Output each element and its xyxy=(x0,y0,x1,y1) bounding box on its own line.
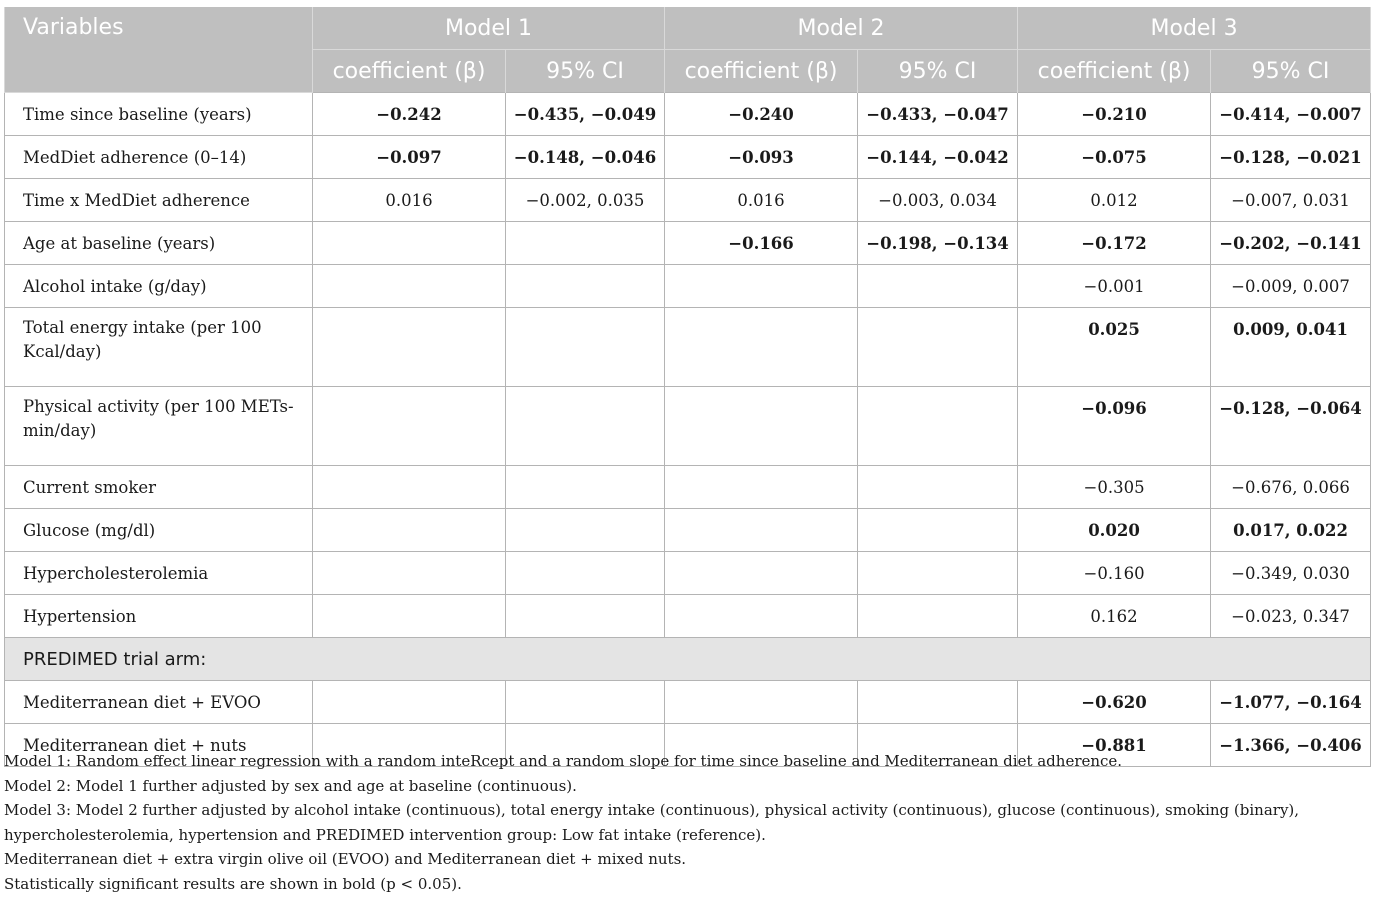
variable-label: Hypertension xyxy=(5,595,313,638)
table-row xyxy=(5,136,1371,179)
coefficient-header: coefficient (β) xyxy=(313,50,506,93)
ci-cell: −0.002, 0.035 xyxy=(506,179,665,222)
significant-value: −0.148, −0.046 xyxy=(513,147,657,167)
coefficient-header: coefficient (β) xyxy=(1018,50,1211,93)
significant-value: −0.435, −0.049 xyxy=(513,104,657,124)
ci-cell xyxy=(1211,136,1371,179)
coefficient-cell xyxy=(313,509,506,552)
coefficient-cell xyxy=(1018,509,1211,552)
ci-header: 95% CI xyxy=(1211,50,1371,93)
ci-cell: −0.349, 0.030 xyxy=(1211,552,1371,595)
ci-cell xyxy=(506,308,665,387)
table-row xyxy=(5,552,1371,595)
variable-label: Mediterranean diet + nuts xyxy=(5,724,313,767)
coefficient-cell: 0.016 xyxy=(665,179,858,222)
coefficient-cell xyxy=(313,265,506,308)
significant-value: −0.144, −0.042 xyxy=(866,147,1009,167)
coefficient-cell xyxy=(1018,136,1211,179)
significant-value: −0.414, −0.007 xyxy=(1219,104,1362,124)
ci-cell xyxy=(1211,222,1371,265)
table-body xyxy=(5,93,1371,767)
coefficient-cell xyxy=(665,552,858,595)
coefficient-cell xyxy=(665,509,858,552)
ci-cell xyxy=(506,509,665,552)
coefficient-cell xyxy=(313,308,506,387)
coefficient-cell xyxy=(665,265,858,308)
variable-label: Time x MedDiet adherence xyxy=(5,179,313,222)
significant-value: −0.075 xyxy=(1081,147,1147,167)
variable-label: Hypercholesterolemia xyxy=(5,552,313,595)
ci-cell xyxy=(858,552,1018,595)
ci-cell xyxy=(858,466,1018,509)
coefficient-cell xyxy=(1018,681,1211,724)
model-2-header: Model 2 xyxy=(665,7,1018,50)
variable-label: Mediterranean diet + EVOO xyxy=(5,681,313,724)
ci-cell xyxy=(506,136,665,179)
table-footnotes xyxy=(4,749,1370,896)
table-row xyxy=(5,681,1371,724)
variable-label: Glucose (mg/dl) xyxy=(5,509,313,552)
significant-value: 0.009, 0.041 xyxy=(1233,320,1348,339)
ci-cell xyxy=(858,595,1018,638)
results-table xyxy=(4,7,1371,767)
section-label: PREDIMED trial arm: xyxy=(5,638,1371,681)
variable-label: Physical activity (per 100 METs-min/day) xyxy=(5,387,313,466)
ci-cell xyxy=(1211,93,1371,136)
table-row xyxy=(5,222,1371,265)
significant-value: −0.172 xyxy=(1081,233,1147,253)
coefficient-cell xyxy=(313,681,506,724)
table-row xyxy=(5,509,1371,552)
significant-value: −0.242 xyxy=(376,104,442,124)
coefficient-cell xyxy=(1018,308,1211,387)
variable-label: Current smoker xyxy=(5,466,313,509)
significant-value: −0.166 xyxy=(728,233,794,253)
coefficient-cell: −0.001 xyxy=(1018,265,1211,308)
significant-value: −0.128, −0.021 xyxy=(1219,147,1362,167)
coefficient-cell xyxy=(665,681,858,724)
coefficient-cell: −0.160 xyxy=(1018,552,1211,595)
ci-cell xyxy=(506,265,665,308)
significant-value: −1.077, −0.164 xyxy=(1219,692,1362,712)
table-row xyxy=(5,93,1371,136)
ci-cell xyxy=(1211,308,1371,387)
model-1-header: Model 1 xyxy=(313,7,665,50)
variable-label: Age at baseline (years) xyxy=(5,222,313,265)
ci-cell: −0.023, 0.347 xyxy=(1211,595,1371,638)
significant-value: −0.093 xyxy=(728,147,794,167)
coefficient-cell: 0.016 xyxy=(313,179,506,222)
variable-label: MedDiet adherence (0–14) xyxy=(5,136,313,179)
results-table-container xyxy=(4,7,1370,767)
table-row xyxy=(5,265,1371,308)
significant-value: −0.881 xyxy=(1081,735,1147,755)
ci-cell xyxy=(1211,387,1371,466)
ci-header: 95% CI xyxy=(506,50,665,93)
ci-cell xyxy=(858,93,1018,136)
significant-value: −0.128, −0.064 xyxy=(1219,399,1362,418)
variables-header: Variables xyxy=(5,7,313,93)
footnote: Model 1: Random effect linear regression with a random inteRcept and a random slope for time since baseline and Mediterranean diet adherence. xyxy=(4,752,1123,770)
footnote: Statistically significant results are shown in bold (p < 0.05). xyxy=(4,874,462,893)
ci-cell: −0.009, 0.007 xyxy=(1211,265,1371,308)
ci-cell xyxy=(858,222,1018,265)
ci-cell xyxy=(858,681,1018,724)
footnote: Model 2: Model 1 further adjusted by sex and age at baseline (continuous). xyxy=(4,776,577,795)
ci-cell xyxy=(858,387,1018,466)
coefficient-cell xyxy=(665,466,858,509)
coefficient-cell xyxy=(665,93,858,136)
ci-cell xyxy=(858,265,1018,308)
coefficient-cell xyxy=(665,387,858,466)
ci-cell xyxy=(506,387,665,466)
coefficient-cell xyxy=(665,308,858,387)
significant-value: −0.210 xyxy=(1081,104,1147,124)
significant-value: −0.097 xyxy=(376,147,442,167)
coefficient-cell xyxy=(313,552,506,595)
coefficient-cell xyxy=(1018,387,1211,466)
coefficient-cell: 0.012 xyxy=(1018,179,1211,222)
ci-cell: −0.676, 0.066 xyxy=(1211,466,1371,509)
coefficient-cell xyxy=(313,136,506,179)
section-row xyxy=(5,638,1371,681)
table-header xyxy=(5,7,1371,93)
ci-cell xyxy=(1211,509,1371,552)
table-row xyxy=(5,595,1371,638)
ci-cell xyxy=(858,308,1018,387)
ci-cell xyxy=(506,222,665,265)
coefficient-cell xyxy=(1018,222,1211,265)
variable-label: Alcohol intake (g/day) xyxy=(5,265,313,308)
coefficient-cell: −0.305 xyxy=(1018,466,1211,509)
significant-value: −0.198, −0.134 xyxy=(866,233,1009,253)
ci-cell: −0.007, 0.031 xyxy=(1211,179,1371,222)
footnote: Mediterranean diet + extra virgin olive oil (EVOO) and Mediterranean diet + mixed nuts. xyxy=(4,850,687,868)
coefficient-cell: 0.162 xyxy=(1018,595,1211,638)
significant-value: −0.240 xyxy=(728,104,794,124)
footnote: Model 3: Model 2 further adjusted by alcohol intake (continuous), total energy intake (continuous), physical activity (continuous), glucose (continuous), smoking (binary), hypercholesterolemia, hypertension and PREDIMED intervention group: Low fat intake (reference). xyxy=(4,801,1300,844)
coefficient-cell xyxy=(665,595,858,638)
significant-value: 0.017, 0.022 xyxy=(1233,520,1348,540)
ci-header: 95% CI xyxy=(858,50,1018,93)
significant-value: −0.096 xyxy=(1081,399,1147,418)
variable-label: Time since baseline (years) xyxy=(5,93,313,136)
ci-cell xyxy=(506,595,665,638)
table-row xyxy=(5,179,1371,222)
significant-value: 0.020 xyxy=(1088,520,1140,540)
coefficient-cell xyxy=(313,595,506,638)
coefficient-cell xyxy=(313,222,506,265)
significant-value: 0.025 xyxy=(1088,320,1140,339)
coefficient-cell xyxy=(313,387,506,466)
ci-cell xyxy=(1211,681,1371,724)
ci-cell xyxy=(506,681,665,724)
ci-cell xyxy=(858,136,1018,179)
significant-value: −0.433, −0.047 xyxy=(866,104,1009,124)
significant-value: −1.366, −0.406 xyxy=(1219,735,1362,755)
ci-cell: −0.003, 0.034 xyxy=(858,179,1018,222)
coefficient-cell xyxy=(1018,93,1211,136)
ci-cell xyxy=(506,466,665,509)
table-row xyxy=(5,466,1371,509)
ci-cell xyxy=(506,93,665,136)
coefficient-cell xyxy=(665,136,858,179)
table-row xyxy=(5,387,1371,466)
model-3-header: Model 3 xyxy=(1018,7,1371,50)
significant-value: −0.620 xyxy=(1081,692,1147,712)
coefficient-cell xyxy=(665,222,858,265)
ci-cell xyxy=(506,552,665,595)
ci-cell xyxy=(858,509,1018,552)
coefficient-header: coefficient (β) xyxy=(665,50,858,93)
table-row xyxy=(5,308,1371,387)
variable-label: Total energy intake (per 100 Kcal/day) xyxy=(5,308,313,387)
coefficient-cell xyxy=(313,466,506,509)
coefficient-cell xyxy=(313,93,506,136)
significant-value: −0.202, −0.141 xyxy=(1219,233,1362,253)
